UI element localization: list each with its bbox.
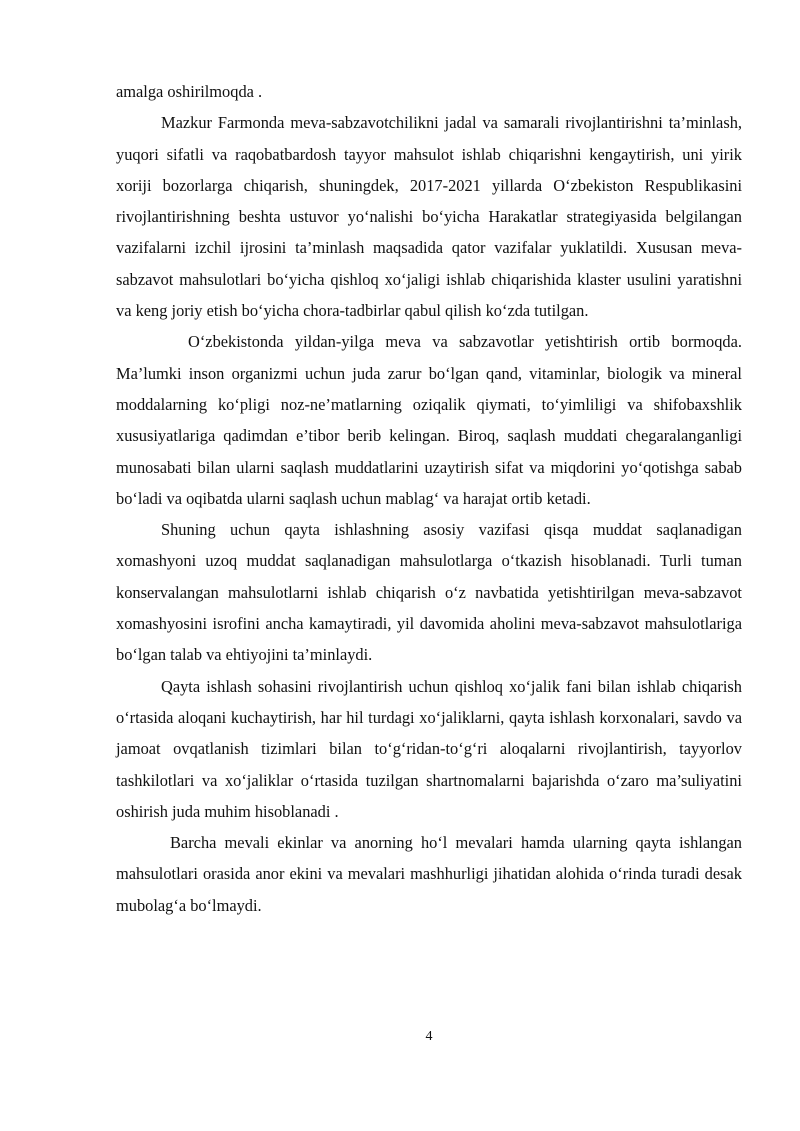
paragraph-aloqalar: Qayta ishlash sohasini rivojlantirish uchun qishloq xo‘jalik fani bilan ishlab chiqarish o‘rtasida aloqani kuchaytirish, har hil turdagi xo‘jaliklarni, qayta ishlash korxonalari, savdo va jamoat ovqatlanish tizimlari bilan to‘g‘ridan-to‘g‘ri aloqalarni rivojlantirish, tayyorlov tashkilotlari va xo‘jaliklar o‘rtasida tuzilgan shartnomalarni bajarishda o‘zaro ma’suliyatini oshirish juda muhim hisoblanadi . — [116, 676, 742, 821]
paragraph-meva-sabzavot: O‘zbekistonda yildan-yilga meva va sabzavotlar yetishtirish ortib bormoqda. Ma’lumki inson organizmi uchun juda zarur bo‘lgan qand, vitaminlar, biologik va mineral moddalarning ko‘pligi noz-ne’matlarning oziqalik qiymati, to‘yimliligi va shifobaxshlik xususiyatlariga qadimdan e’tibor berib kelingan. Biroq, saqlash muddati chegaralanganligi munosabati bilan ularni saqlash muddatlarini uzaytirish sifat va miqdorini yo‘qotishga sabab bo‘ladi va oqibatda ularni saqlash uchun mablag‘ va harajat ortib ketadi. — [116, 332, 742, 508]
paragraph-qayta-ishlash: Shuning uchun qayta ishlashning asosiy vazifasi qisqa muddat saqlanadigan xomashyoni uzoq muddat saqlanadigan mahsulotlarga o‘tkazish hisoblanadi. Turli tuman konservalangan mahsulotlarni ishlab chiqarish o‘z navbatida yetishtirilgan meva-sabzavot xomashyosini isrofini ancha kamaytiradi, yil davomida aholini meva-sabzavot mahsulotlariga bo‘lgan talab va ehtiyojini ta’minlaydi. — [116, 520, 742, 665]
page-number: 4 — [425, 1029, 433, 1044]
paragraph-anor: Barcha mevali ekinlar va anorning ho‘l mevalari hamda ularning qayta ishlangan mahsulotlari orasida anor ekini va mevalari mashhurligi jihatidan alohida o‘rinda turadi desak mubolag‘a bo‘lmaydi. — [116, 833, 742, 915]
paragraph-continuation: amalga oshirilmoqda . — [116, 82, 263, 101]
body-text — [116, 76, 742, 921]
paragraph-farmon: Mazkur Farmonda meva-sabzavotchilikni jadal va samarali rivojlantirishni ta’minlash, yuqori sifatli va raqobatbardosh tayyor mahsulot ishlab chiqarishni kengaytirish, uni yirik xoriji bozorlarga chiqarish, shuningdek, 2017-2021 yillarda O‘zbekiston Respublikasini rivojlantirishning beshta ustuvor yo‘nalishi bo‘yicha Harakatlar strategiyasida belgilangan vazifalarni izchil ijrosini ta’minlash maqsadida qator vazifalar yuklatildi. Xususan meva-sabzavot mahsulotlari bo‘yicha qishloq xo‘jaligi ishlab chiqarishida klaster usulini yaratishni va keng joriy etish bo‘yicha chora-tadbirlar qabul qilish ko‘zda tutilgan. — [116, 113, 742, 321]
